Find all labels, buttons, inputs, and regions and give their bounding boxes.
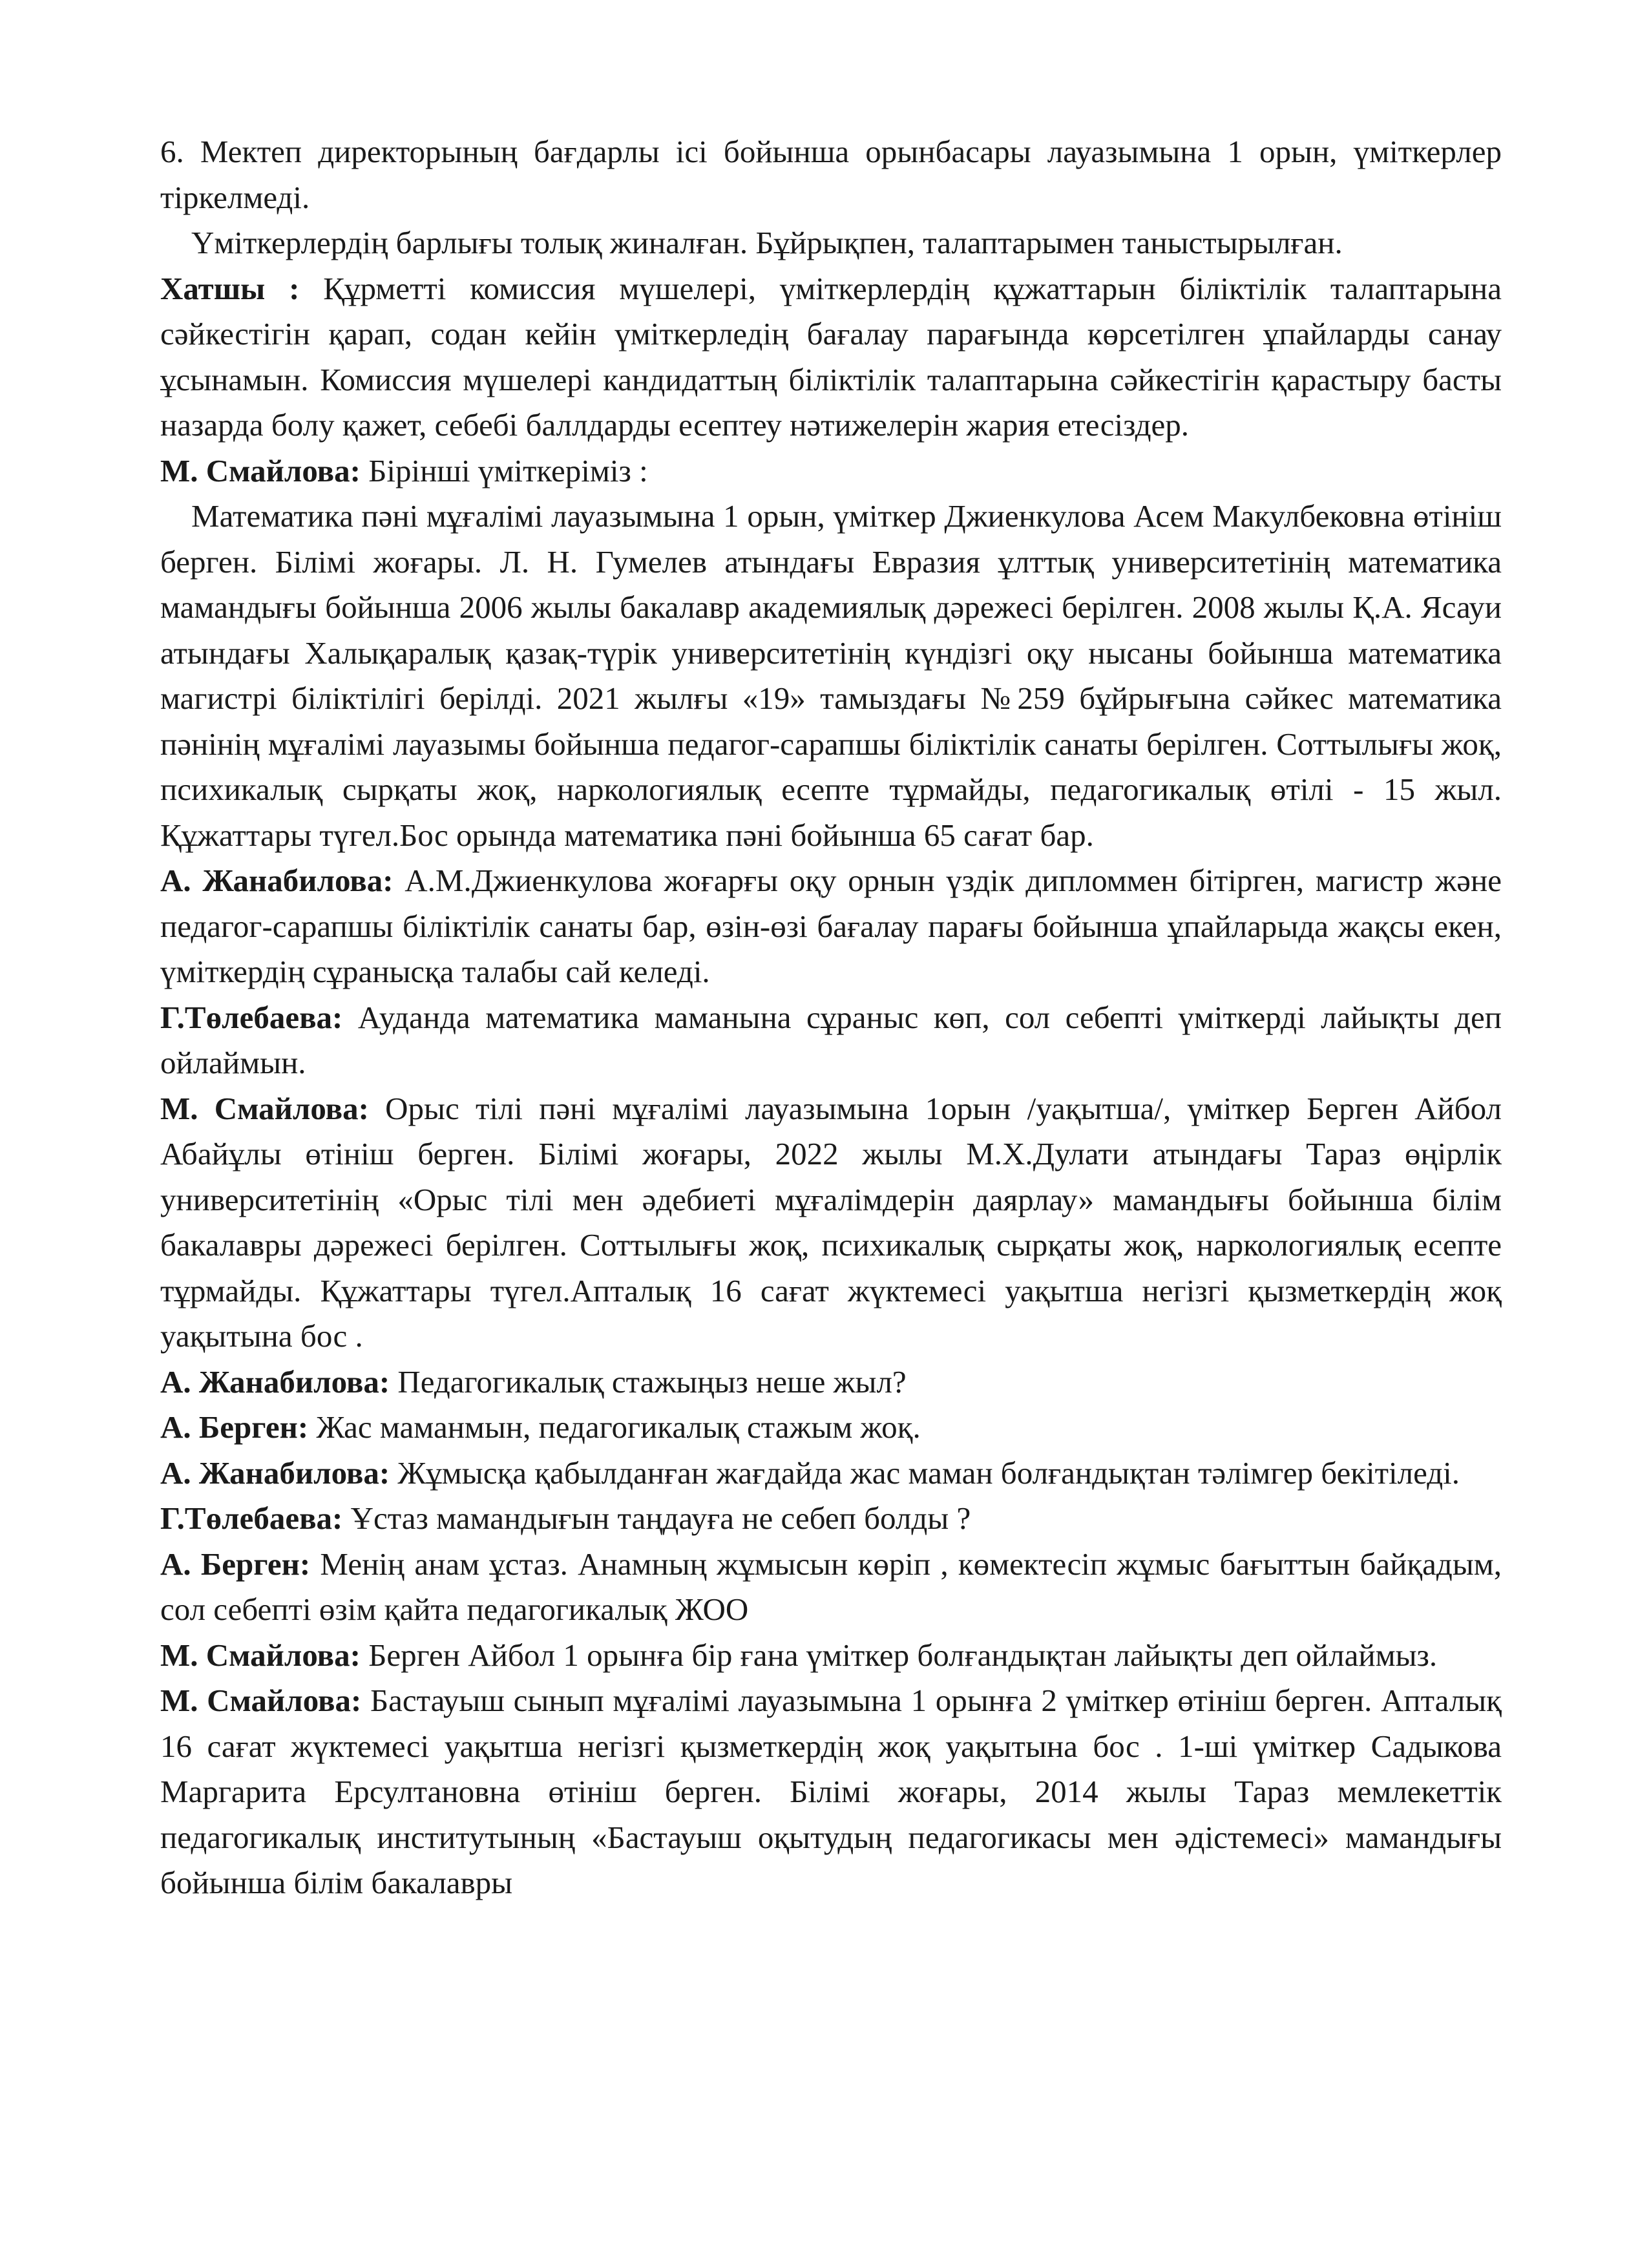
paragraph-8 bbox=[160, 1086, 1502, 1360]
paragraph-text: А.М.Джиенкулова жоғарғы оқу орнын үздік дипломмен бітірген, магистр және педагог-сарапшы біліктілік санаты бар, өзін-өзі бағалау парағы бойынша ұпайларыда жақсы екен, үміткердің сұранысқа талабы сай келеді. bbox=[160, 863, 1502, 989]
speaker-label: Хатшы : bbox=[160, 270, 300, 306]
paragraph-5 bbox=[160, 494, 1502, 858]
speaker-label: М. Смайлова: bbox=[160, 1683, 362, 1718]
paragraph-text: Бірінші үміткеріміз : bbox=[360, 452, 648, 488]
speaker-label: Г.Төлебаева: bbox=[160, 1500, 343, 1536]
paragraph-13 bbox=[160, 1542, 1502, 1633]
paragraph-text: 6. Мектеп директорының бағдарлы ісі бойынша орынбасары лауазымына 1 орын, үміткерлер тіркелмеді. bbox=[160, 134, 1502, 215]
paragraph-text: Менің анам ұстаз. Анамның жұмысын көріп , көмектесіп жұмыс бағыттын байқадым, сол себепті өзім қайта педагогикалық ЖОО bbox=[160, 1546, 1502, 1627]
paragraph-text: Бастауыш сынып мұғалімі лауазымына 1 орынға 2 үміткер өтініш берген. Апталық 16 сағат жүктемесі уақытша негізгі қызметкердің жоқ уақытына бос . 1-ші үміткер Садыкова Маргарита Ерсултановна өтініш берген. Білімі жоғары, 2014 жылы Тараз мемлекеттік педагогикалық институтының «Бастауыш оқытудың педагогикасы мен әдістемесі» мамандығы бойынша білім бакалавры bbox=[160, 1683, 1502, 1900]
speaker-label: М. Смайлова: bbox=[160, 452, 361, 488]
speaker-label: А. Жанабилова: bbox=[160, 1363, 390, 1400]
paragraph-10 bbox=[160, 1405, 1502, 1451]
paragraph-text: Жұмысқа қабылданған жағдайда жас маман болғандықтан тәлімгер бекітіледі. bbox=[390, 1454, 1460, 1491]
paragraph-3 bbox=[160, 266, 1502, 448]
speaker-label: А. Жанабилова: bbox=[160, 1454, 390, 1491]
paragraph-text: Орыс тілі пәні мұғалімі лауазымына 1орын /уақытша/, үміткер Берген Айбол Абайұлы өтініш берген. Білімі жоғары, 2022 жылы М.Х.Дулати атындағы Тараз өңірлік университетінің «Орыс тілі мен әдебиеті мұғалімдерін даярлау» мамандығы бойынша білім бакалавры дәрежесі берілген. Соттылығы жоқ, психикалық сырқаты жоқ, наркологиялық есепте тұрмайды. Құжаттары түгел.Апталық 16 сағат жүктемесі уақытша негізгі қызметкердің жоқ уақытына бос . bbox=[160, 1090, 1502, 1354]
speaker-label: А. Берген: bbox=[160, 1409, 309, 1445]
speaker-label: М. Смайлова: bbox=[160, 1637, 361, 1673]
speaker-label: М. Смайлова: bbox=[160, 1090, 369, 1126]
paragraph-4 bbox=[160, 448, 1502, 494]
paragraph-12 bbox=[160, 1496, 1502, 1542]
paragraph-7 bbox=[160, 995, 1502, 1086]
document-page bbox=[160, 129, 1502, 1906]
paragraph-15 bbox=[160, 1678, 1502, 1906]
paragraph-text: Ұстаз мамандығын таңдауға не себеп болды ? bbox=[342, 1500, 971, 1536]
paragraph-11 bbox=[160, 1451, 1502, 1496]
paragraph-2 bbox=[160, 220, 1502, 266]
speaker-label: Г.Төлебаева: bbox=[160, 999, 343, 1035]
paragraph-text: Үміткерлердің барлығы толық жиналған. Бұйрықпен, талаптарымен таныстырылған. bbox=[191, 225, 1343, 260]
paragraph-14 bbox=[160, 1633, 1502, 1679]
speaker-label: А. Берген: bbox=[160, 1546, 311, 1582]
paragraph-text: Педагогикалық стажыңыз неше жыл? bbox=[390, 1363, 907, 1400]
paragraph-6 bbox=[160, 858, 1502, 995]
speaker-label: А. Жанабилова: bbox=[160, 863, 394, 898]
paragraph-text: Құрметті комиссия мүшелері, үміткерлердің құжаттарын біліктілік талаптарына сәйкестігін қарап, содан кейін үміткерледің бағалау парағында көрсетілген ұпайларды санау ұсынамын. Комиссия мүшелері кандидаттың біліктілік талаптарына сәйкестігін қарастыру басты назарда болу қажет, себебі баллдарды есептеу нәтижелерін жария етесіздер. bbox=[160, 270, 1502, 443]
paragraph-9 bbox=[160, 1360, 1502, 1405]
paragraph-text: Ауданда математика маманына сұраныс көп, сол себепті үміткерді лайықты деп ойлаймын. bbox=[160, 999, 1502, 1080]
paragraph-1 bbox=[160, 129, 1502, 220]
paragraph-text: Математика пәні мұғалімі лауазымына 1 орын, үміткер Джиенкулова Асем Макулбековна өтініш берген. Білімі жоғары. Л. Н. Гумелев атындағы Евразия ұлттық университетінің математика мамандығы бойынша 2006 жылы бакалавр академиялық дәрежесі берілген. 2008 жылы Қ.А. Ясауи атындағы Халықаралық қазақ-түрік университетінің күндізгі оқу нысаны бойынша математика магистрі біліктілігі берілді. 2021 жылғы «19» тамыздағы №259 бұйрығына сәйкес математика пәнінің мұғалімі лауазымы бойынша педагог-сарапшы біліктілік санаты берілген. Соттылығы жоқ, психикалық сырқаты жоқ, наркологиялық есепте тұрмайды, педагогикалық өтілі - 15 жыл. Құжаттары түгел.Бос орында математика пәні бойынша 65 сағат бар. bbox=[160, 498, 1502, 853]
paragraph-text: Берген Айбол 1 орынға бір ғана үміткер болғандықтан лайықты деп ойлаймыз. bbox=[360, 1637, 1438, 1673]
paragraph-text: Жас маманмын, педагогикалық стажым жоқ. bbox=[308, 1409, 921, 1445]
